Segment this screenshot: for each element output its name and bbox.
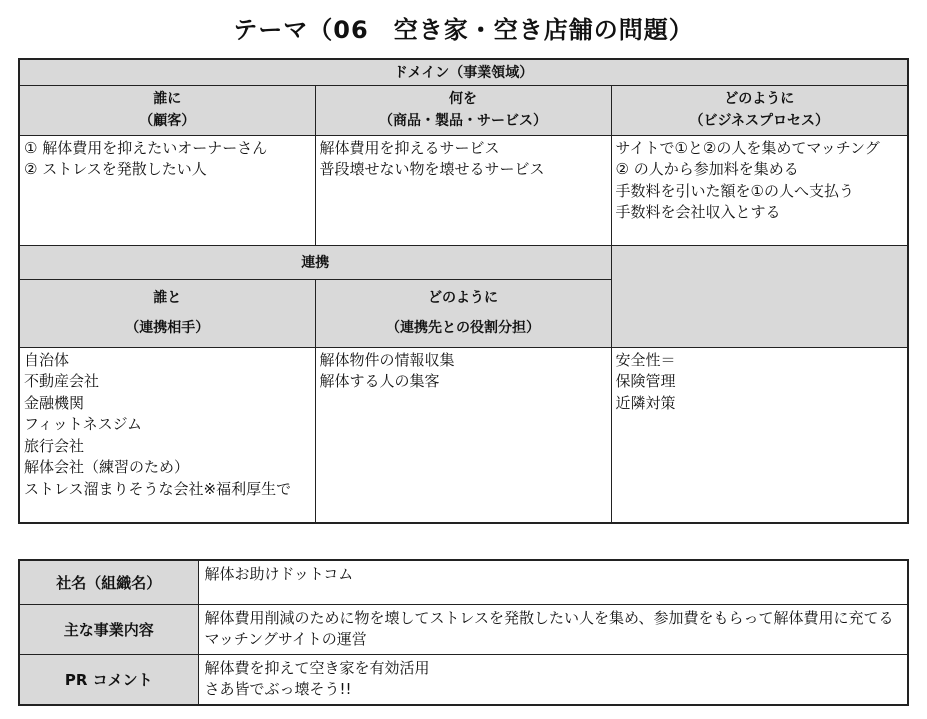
business-description-label: 主な事業内容 xyxy=(19,604,198,654)
company-name-label: 社名（組織名） xyxy=(19,560,198,604)
products-cell: 解体費用を抑えるサービス 普段壊せない物を壊せるサービス xyxy=(315,135,611,245)
partner-role-header: どのように （連携先との役割分担） xyxy=(315,279,611,347)
partner-header: 誰と （連携相手） xyxy=(19,279,315,347)
safety-cell: 安全性＝ 保険管理 近隣対策 xyxy=(611,347,908,523)
pr-comment-label: PR コメント xyxy=(19,654,198,705)
company-info-table xyxy=(18,559,909,706)
blank-cell xyxy=(611,245,908,347)
customer-header: 誰に （顧客） xyxy=(19,85,315,135)
page-title: テーマ（06 空き家・空き店舗の問題） xyxy=(233,16,694,44)
partner-roles-cell: 解体物件の情報収集 解体する人の集客 xyxy=(315,347,611,523)
domain-header: ドメイン（事業領域） xyxy=(19,59,908,85)
business-model-table xyxy=(18,58,909,524)
customers-cell: ① 解体費用を抑えたいオーナーさん ② ストレスを発散したい人 xyxy=(19,135,315,245)
product-header: 何を （商品・製品・サービス） xyxy=(315,85,611,135)
process-header: どのように （ビジネスプロセス） xyxy=(611,85,908,135)
pr-comment-value: 解体費を抑えて空き家を有効活用 さあ皆でぶっ壊そう!! xyxy=(198,654,908,705)
business-description-value: 解体費用削減のために物を壊してストレスを発散したい人を集め、参加費をもらって解体費用に充てるマッチングサイトの運営 xyxy=(198,604,908,654)
process-cell: サイトで①と②の人を集めてマッチング ② の人から参加料を集める 手数料を引いた額を①の人へ支払う 手数料を会社収入とする xyxy=(611,135,908,245)
partnership-header: 連携 xyxy=(19,245,611,279)
company-name-value: 解体お助けドットコム xyxy=(198,560,908,604)
partners-cell: 自治体 不動産会社 金融機関 フィットネスジム 旅行会社 解体会社（練習のため） ストレス溜まりそうな会社※福利厚生で xyxy=(19,347,315,523)
